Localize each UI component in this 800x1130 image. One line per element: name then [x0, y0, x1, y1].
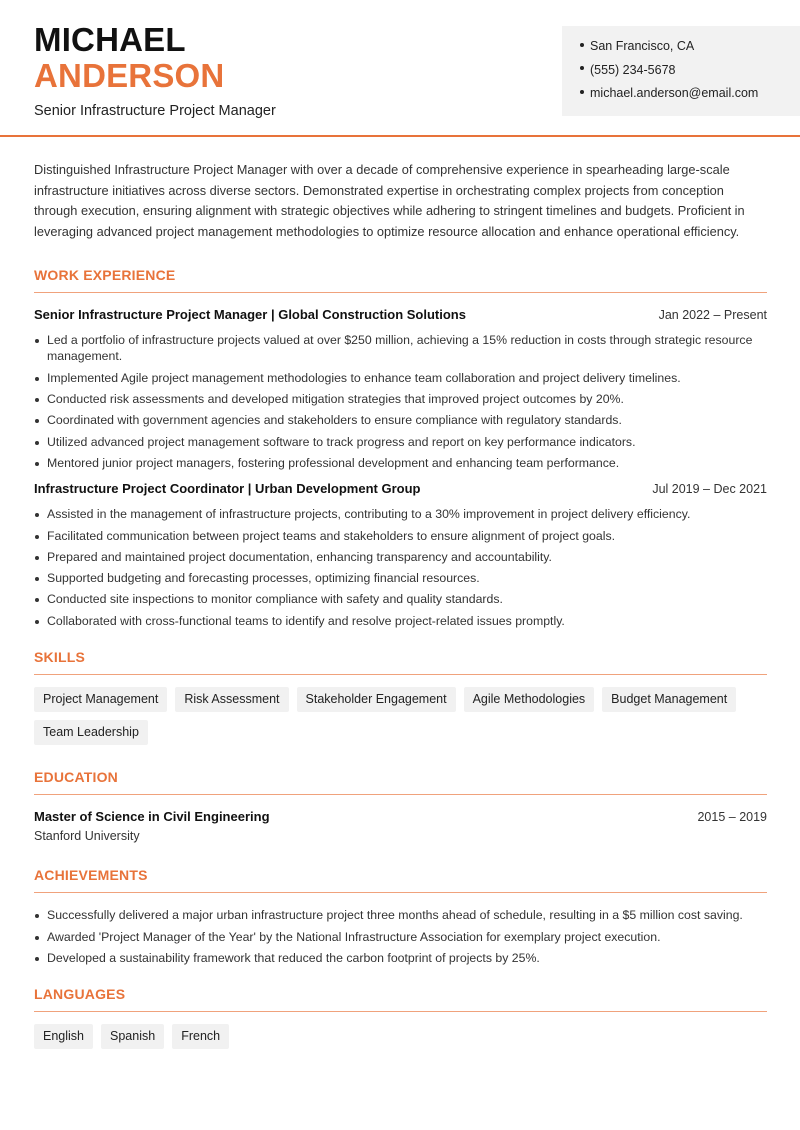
list-item: Assisted in the management of infrastructure projects, contributing to a 30% improvement in project delivery efficiency.	[34, 506, 767, 523]
list-item: Facilitated communication between project teams and stakeholders to ensure alignment of project goals.	[34, 528, 767, 545]
bullet-icon	[580, 66, 584, 70]
email-text: michael.anderson@email.com	[590, 86, 759, 100]
job-header	[34, 307, 767, 322]
skill-tag: Project Management	[34, 687, 167, 712]
resume-header	[0, 0, 800, 137]
bullet-icon	[580, 90, 584, 94]
achievement-list	[34, 907, 767, 966]
name-block	[34, 22, 276, 119]
first-name: MICHAEL	[34, 21, 186, 58]
section-title-skills: SKILLS	[34, 649, 767, 675]
degree: Master of Science in Civil Engineering	[34, 809, 270, 825]
school-name: Stanford University	[34, 829, 140, 844]
job-entry	[34, 307, 767, 471]
contact-phone	[580, 62, 800, 86]
location-text: San Francisco, CA	[590, 39, 695, 53]
skill-tag: Stakeholder Engagement	[297, 687, 456, 712]
contact-box	[562, 26, 800, 116]
contact-email	[580, 85, 800, 109]
phone-text: (555) 234-5678	[590, 62, 676, 77]
job-title-line: Infrastructure Project Coordinator | Urban Development Group	[34, 481, 421, 497]
job-dates: Jan 2022 – Present	[658, 307, 767, 322]
education-header	[34, 809, 767, 824]
job-title: Senior Infrastructure Project Manager	[34, 103, 276, 119]
section-title-languages: LANGUAGES	[34, 986, 767, 1012]
list-item: Utilized advanced project management software to track progress and report on key performance indicators.	[34, 434, 767, 451]
list-item: Developed a sustainability framework that reduced the carbon footprint of projects by 25%.	[34, 950, 767, 967]
job-title-line: Senior Infrastructure Project Manager | Global Construction Solutions	[34, 306, 466, 322]
skill-tag: Risk Assessment	[175, 687, 288, 712]
list-item: Successfully delivered a major urban infrastructure project three months ahead of schedule, resulting in a $5 million cost saving.	[34, 907, 767, 924]
list-item: Supported budgeting and forecasting processes, optimizing financial resources.	[34, 570, 767, 587]
section-title-achievements: ACHIEVEMENTS	[34, 867, 767, 893]
job-bullets	[34, 332, 767, 471]
list-item: Conducted site inspections to monitor compliance with safety and quality standards.	[34, 591, 767, 608]
list-item: Implemented Agile project management methodologies to enhance team collaboration and project delivery timelines.	[34, 370, 767, 387]
list-item: Led a portfolio of infrastructure projects valued at over $250 million, achieving a 15% reduction in costs through strategic resource management.	[34, 332, 767, 365]
language-tag: English	[34, 1024, 93, 1049]
skill-tag: Team Leadership	[34, 720, 148, 745]
list-item: Prepared and maintained project documentation, enhancing transparency and accountability.	[34, 549, 767, 566]
section-title-education: EDUCATION	[34, 769, 767, 795]
last-name: ANDERSON	[34, 57, 225, 94]
list-item: Awarded 'Project Manager of the Year' by the National Infrastructure Association for exemplary project execution.	[34, 929, 767, 946]
language-tag: Spanish	[101, 1024, 164, 1049]
list-item: Mentored junior project managers, fostering professional development and enhancing team performance.	[34, 455, 767, 472]
list-item: Conducted risk assessments and developed mitigation strategies that improved project outcomes by 20%.	[34, 391, 767, 408]
list-item: Collaborated with cross-functional teams to identify and resolve project-related issues promptly.	[34, 613, 767, 630]
professional-summary: Distinguished Infrastructure Project Manager with over a decade of comprehensive experience in spearheading large-scale infrastructure initiatives across diverse sectors. Demonstrated expertise in orchestrating complex projects from conception through execution, ensuring alignment with strategic objectives while adhering to stringent timelines and budgets. Proficient in leveraging advanced project management methodologies to optimize resource allocation and enhance operational efficiency.	[34, 162, 745, 240]
job-dates: Jul 2019 – Dec 2021	[652, 482, 767, 497]
list-item: Coordinated with government agencies and stakeholders to ensure compliance with regulatory standards.	[34, 412, 767, 429]
skill-tag: Budget Management	[602, 687, 736, 712]
skills-tags	[34, 687, 767, 753]
bullet-icon	[580, 43, 584, 47]
job-header	[34, 481, 767, 496]
job-bullets	[34, 506, 767, 629]
language-tags	[34, 1024, 767, 1057]
education-dates: 2015 – 2019	[697, 810, 767, 825]
skill-tag: Agile Methodologies	[464, 687, 595, 712]
contact-location	[580, 38, 800, 62]
resume-body	[34, 160, 767, 1057]
job-entry	[34, 481, 767, 629]
section-title-work: WORK EXPERIENCE	[34, 267, 767, 293]
language-tag: French	[172, 1024, 229, 1049]
